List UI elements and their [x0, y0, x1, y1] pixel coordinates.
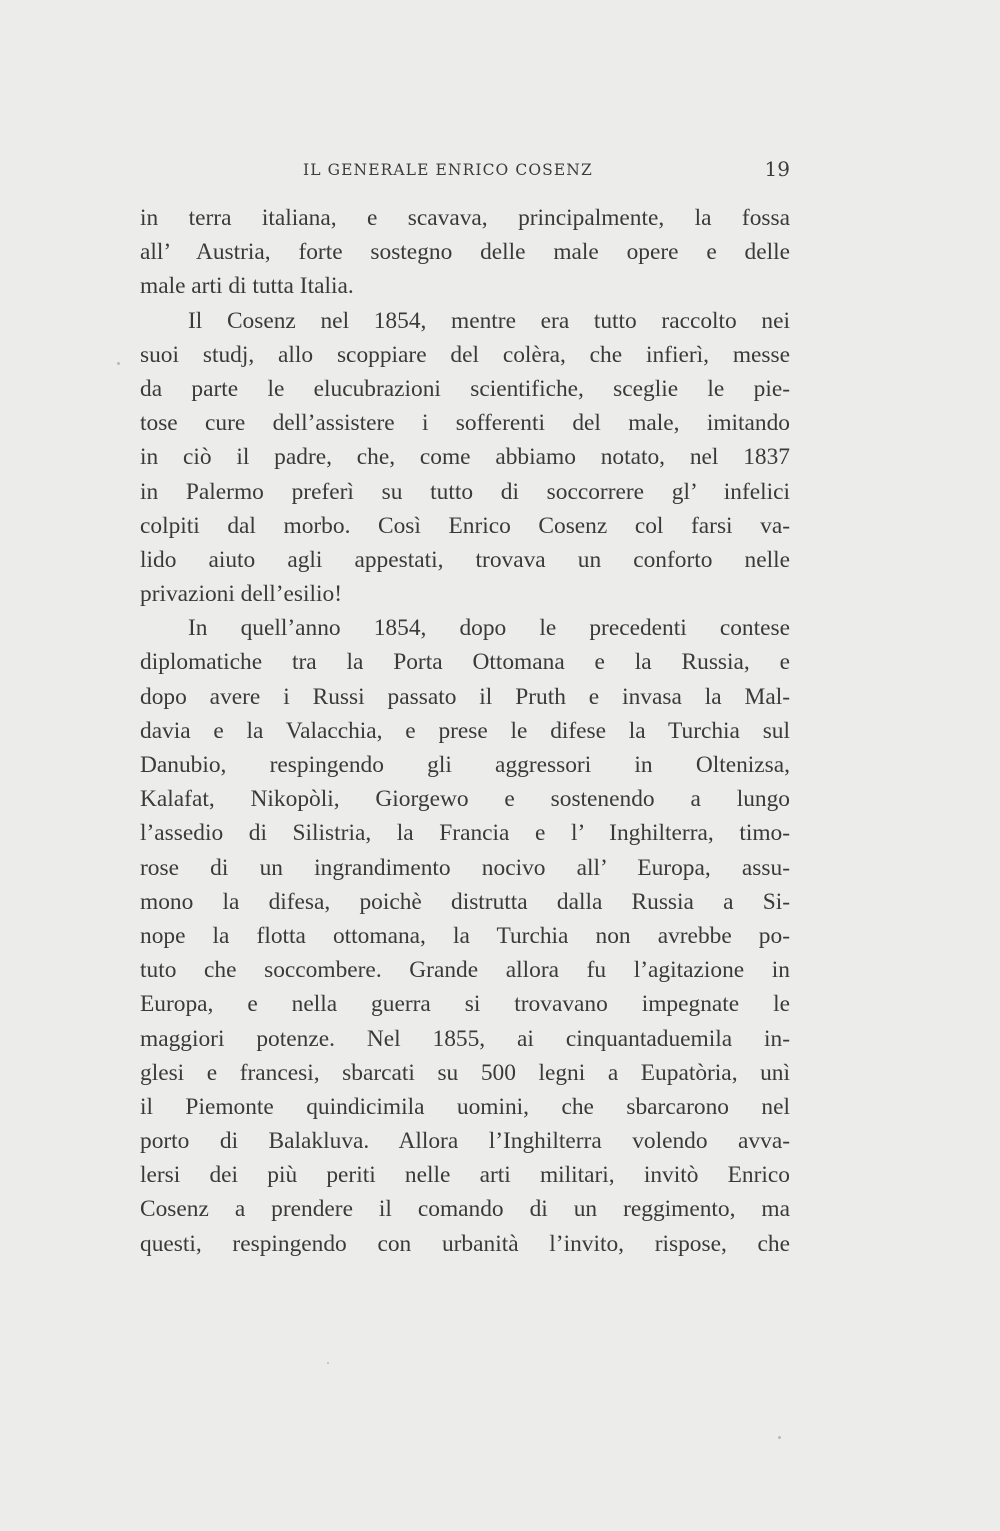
text-line: nope la flotta ottomana, la Turchia non avrebbe po-: [140, 922, 790, 949]
text-line: davia e la Valacchia, e prese le difese la Turchia sul: [140, 717, 790, 744]
text-line: all’ Austria, forte sostegno delle male opere e delle: [140, 239, 790, 266]
text-line: Kalafat, Nikopòli, Giorgewo e sostenendo a lungo: [140, 786, 790, 813]
text-line: In quell’anno 1854, dopo le precedenti contese: [188, 615, 790, 642]
text-line: male arti di tutta Italia.: [140, 273, 354, 300]
text-line: mono la difesa, poichè distrutta dalla Russia a Si-: [140, 888, 790, 915]
text-line: suoi studj, allo scoppiare del colèra, che infierì, messe: [140, 341, 790, 368]
text-line: porto di Balakluva. Allora l’Inghilterra volendo avva-: [140, 1128, 790, 1155]
text-line: Europa, e nella guerra si trovavano impegnate le: [140, 991, 790, 1018]
text-line: Danubio, respingendo gli aggressori in Oltenizsa,: [140, 752, 790, 778]
paper-speck: [327, 1362, 329, 1364]
text-line: il Piemonte quindicimila uomini, che sbarcarono nel: [140, 1093, 790, 1120]
body-text: [140, 201, 790, 1261]
text-line: da parte le elucubrazioni scientifiche, sceglie le pie-: [140, 375, 790, 402]
paper-speck: [778, 1436, 781, 1439]
page-number: 19: [764, 157, 790, 181]
text-line: tuto che soccombere. Grande allora fu l’agitazione in: [140, 957, 790, 984]
text-line: in ciò il padre, che, come abbiamo notato, nel 1837: [140, 444, 790, 471]
text-line: in Palermo preferì su tutto di soccorrere gl’ infelici: [140, 478, 790, 505]
text-line: colpiti dal morbo. Così Enrico Cosenz col farsi va-: [140, 512, 790, 539]
text-line: dopo avere i Russi passato il Pruth e invasa la Mal-: [140, 683, 790, 710]
text-line: l’assedio di Silistria, la Francia e l’ Inghilterra, timo-: [140, 820, 790, 847]
text-line: tose cure dell’assistere i sofferenti del male, imitando: [140, 410, 790, 437]
text-line: diplomatiche tra la Porta Ottomana e la Russia, e: [140, 649, 790, 676]
page-header: [140, 157, 790, 189]
text-line: privazioni dell’esilio!: [140, 581, 343, 608]
text-line: Il Cosenz nel 1854, mentre era tutto raccolto nei: [188, 307, 790, 334]
text-line: glesi e francesi, sbarcati su 500 legni a Eupatòria, unì: [140, 1059, 790, 1086]
text-line: lido aiuto agli appestati, trovava un conforto nelle: [140, 546, 790, 573]
text-line: lersi dei più periti nelle arti militari, invitò Enrico: [140, 1162, 790, 1189]
text-line: Cosenz a prendere il comando di un reggimento, ma: [140, 1196, 790, 1223]
running-title: IL GENERALE ENRICO COSENZ: [303, 161, 593, 179]
text-line: questi, respingendo con urbanità l’invito, rispose, che: [140, 1230, 790, 1257]
text-line: rose di un ingrandimento nocivo all’ Europa, assu-: [140, 854, 790, 881]
text-line: in terra italiana, e scavava, principalmente, la fossa: [140, 205, 790, 231]
text-line: maggiori potenze. Nel 1855, ai cinquantaduemila in-: [140, 1025, 790, 1052]
paper-speck: [117, 362, 120, 365]
